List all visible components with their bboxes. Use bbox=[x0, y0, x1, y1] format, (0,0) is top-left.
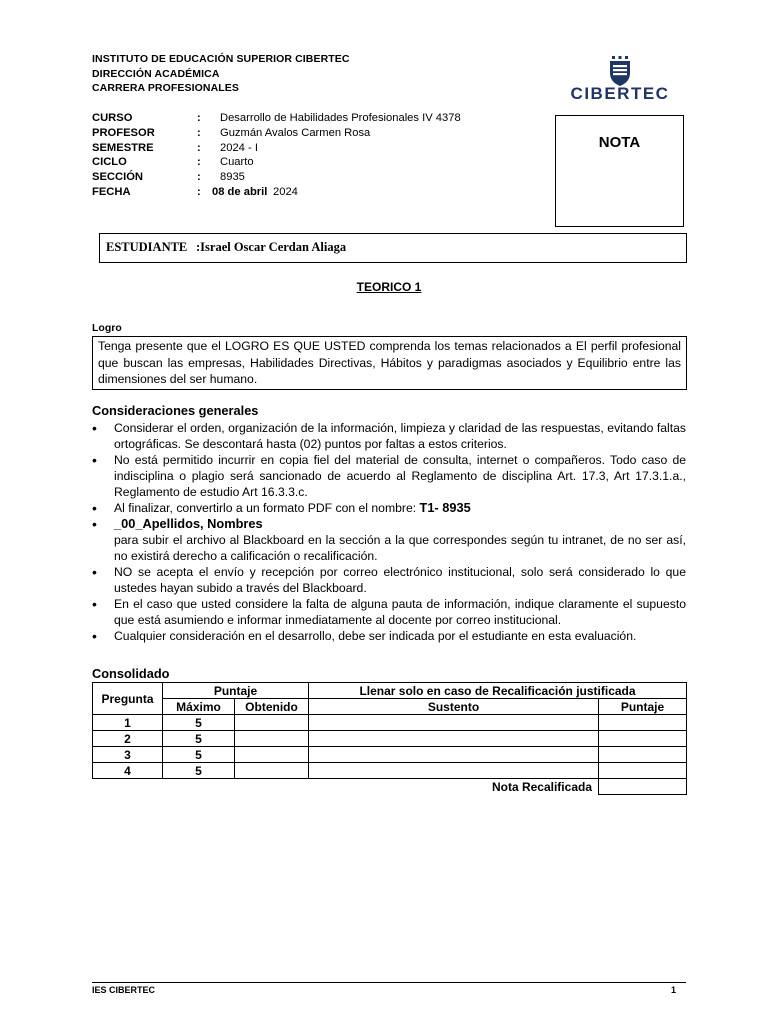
table-row bbox=[93, 763, 687, 779]
cell-puntaje[interactable] bbox=[599, 715, 687, 731]
info-value: 8935 bbox=[220, 171, 245, 183]
item-text: No está permitido incurrir en copia fiel del material de consulta, internet o compañeros. Todo caso de indisciplina o plagio será sancionado de acuerdo al Reglamento de disciplina Art. 17.3, Art 17.3.1.a., Reglamento de estudio Art 16.3.3.c. bbox=[114, 453, 686, 499]
table-row bbox=[93, 747, 687, 763]
list-item bbox=[92, 628, 686, 644]
item-text: para subir el archivo al Blackboard en la sección a la que correspondes según tu intranet, de no ser así, no existirá derecho a calificación o recalificación. bbox=[114, 533, 686, 563]
table-row bbox=[93, 715, 687, 731]
info-colon: : bbox=[197, 112, 201, 124]
file-name-suffix: _00_Apellidos, Nombres bbox=[114, 516, 263, 531]
footer-institution: IES CIBERTEC bbox=[92, 985, 156, 995]
info-label: CURSO bbox=[92, 112, 133, 124]
info-label: FECHA bbox=[92, 186, 131, 198]
student-label: ESTUDIANTE bbox=[106, 240, 188, 254]
list-item bbox=[92, 596, 686, 628]
info-value: Desarrollo de Habilidades Profesionales IV 4378 bbox=[220, 112, 461, 124]
info-colon: : bbox=[197, 156, 201, 168]
student-box bbox=[99, 233, 687, 263]
header-maximo: Máximo bbox=[163, 699, 235, 715]
header-obtenido: Obtenido bbox=[235, 699, 309, 715]
institution-name: INSTITUTO DE EDUCACIÓN SUPERIOR CIBERTEC bbox=[92, 53, 350, 65]
list-item bbox=[92, 420, 686, 452]
item-text: NO se acepta el envío y recepción por correo electrónico institucional, solo será considerado lo que ustedes hayan subido a través del Blackboard. bbox=[114, 565, 686, 595]
logro-label: Logro bbox=[92, 322, 122, 334]
table-total-row bbox=[93, 779, 687, 795]
info-label: SECCIÓN bbox=[92, 171, 143, 183]
cell-pregunta: 2 bbox=[93, 731, 163, 747]
info-profesor bbox=[92, 127, 492, 142]
info-colon: : bbox=[197, 186, 201, 198]
header-sustento: Sustento bbox=[309, 699, 599, 715]
info-colon: : bbox=[197, 142, 201, 154]
footer-divider bbox=[92, 982, 686, 983]
header-recalificacion: Llenar solo en caso de Recalificación justificada bbox=[309, 683, 687, 699]
info-curso bbox=[92, 112, 492, 127]
cibertec-logo bbox=[568, 56, 672, 106]
header-puntaje: Puntaje bbox=[163, 683, 309, 699]
considerations-title: Consideraciones generales bbox=[92, 403, 259, 418]
info-ciclo bbox=[92, 156, 492, 171]
header-pregunta: Pregunta bbox=[93, 683, 163, 715]
cell-sustento[interactable] bbox=[309, 715, 599, 731]
nota-recalificada-value[interactable] bbox=[599, 779, 687, 795]
cell-maximo: 5 bbox=[163, 731, 235, 747]
page-number: 1 bbox=[671, 985, 677, 995]
grade-box bbox=[555, 115, 684, 227]
header-puntaje-recal: Puntaje bbox=[599, 699, 687, 715]
item-text: Cualquier consideración en el desarrollo, debe ser indicada por el estudiante en esta evaluación. bbox=[114, 629, 637, 643]
list-item bbox=[92, 516, 686, 564]
info-semestre bbox=[92, 142, 492, 157]
info-colon: : bbox=[197, 127, 201, 139]
list-item bbox=[92, 564, 686, 596]
item-text: En el caso que usted considere la falta de alguna pauta de información, indique claramente el supuesto que está asumiendo e informar inmediatamente al docente por correo institucional. bbox=[114, 597, 686, 627]
logo-text: CIBERTEC bbox=[570, 84, 670, 103]
cell-maximo: 5 bbox=[163, 763, 235, 779]
program-name: CARRERA PROFESIONALES bbox=[92, 82, 239, 94]
info-value: 2024 - I bbox=[220, 142, 258, 154]
cell-puntaje[interactable] bbox=[599, 731, 687, 747]
file-name: T1- 8935 bbox=[419, 500, 471, 515]
cell-sustento[interactable] bbox=[309, 763, 599, 779]
cell-maximo: 5 bbox=[163, 715, 235, 731]
academic-direction: DIRECCIÓN ACADÉMICA bbox=[92, 68, 220, 80]
cell-maximo: 5 bbox=[163, 747, 235, 763]
cell-obtenido[interactable] bbox=[235, 747, 309, 763]
table-header-row bbox=[93, 683, 687, 699]
info-fecha bbox=[92, 186, 492, 201]
info-year: 2024 bbox=[273, 186, 298, 198]
info-value: Cuarto bbox=[220, 156, 254, 168]
info-label: SEMESTRE bbox=[92, 142, 154, 154]
consolidated-title: Consolidado bbox=[92, 666, 170, 681]
cell-sustento[interactable] bbox=[309, 731, 599, 747]
table-subheader-row bbox=[93, 699, 687, 715]
cell-puntaje[interactable] bbox=[599, 763, 687, 779]
crest-icon bbox=[608, 56, 632, 86]
cell-obtenido[interactable] bbox=[235, 731, 309, 747]
list-item bbox=[92, 500, 686, 516]
student-name: :Israel Oscar Cerdan Aliaga bbox=[196, 240, 347, 254]
info-seccion bbox=[92, 171, 492, 186]
list-item bbox=[92, 452, 686, 500]
cell-sustento[interactable] bbox=[309, 747, 599, 763]
grades-table bbox=[92, 682, 687, 795]
info-colon: : bbox=[197, 171, 201, 183]
info-label: PROFESOR bbox=[92, 127, 155, 139]
exam-title: TEORICO 1 bbox=[356, 280, 422, 294]
cell-obtenido[interactable] bbox=[235, 763, 309, 779]
info-label: CICLO bbox=[92, 156, 127, 168]
considerations-list bbox=[92, 420, 686, 644]
logro-text: Tenga presente que el LOGRO ES QUE USTED comprenda los temas relacionados a El perfil profesional que buscan las empresas, Habilidades Directivas, Hábitos y paradigmas asociados y Equilibrio entre las dimensiones del ser humano. bbox=[92, 336, 687, 390]
cell-pregunta: 4 bbox=[93, 763, 163, 779]
info-value: Guzmán Avalos Carmen Rosa bbox=[220, 127, 371, 139]
nota-recalificada-label: Nota Recalificada bbox=[491, 779, 592, 794]
table-row bbox=[93, 731, 687, 747]
cell-pregunta: 3 bbox=[93, 747, 163, 763]
cell-puntaje[interactable] bbox=[599, 747, 687, 763]
cell-obtenido[interactable] bbox=[235, 715, 309, 731]
grade-label: NOTA bbox=[598, 134, 641, 151]
cell-pregunta: 1 bbox=[93, 715, 163, 731]
item-text: Al finalizar, convertirlo a un formato PDF con el nombre: bbox=[114, 501, 420, 515]
info-value: 08 de abril bbox=[212, 186, 268, 198]
item-text: Considerar el orden, organización de la información, limpieza y claridad de las respuestas, evitando faltas ortográficas. Se descontará hasta (02) puntos por faltas a estos criterios. bbox=[114, 421, 686, 451]
